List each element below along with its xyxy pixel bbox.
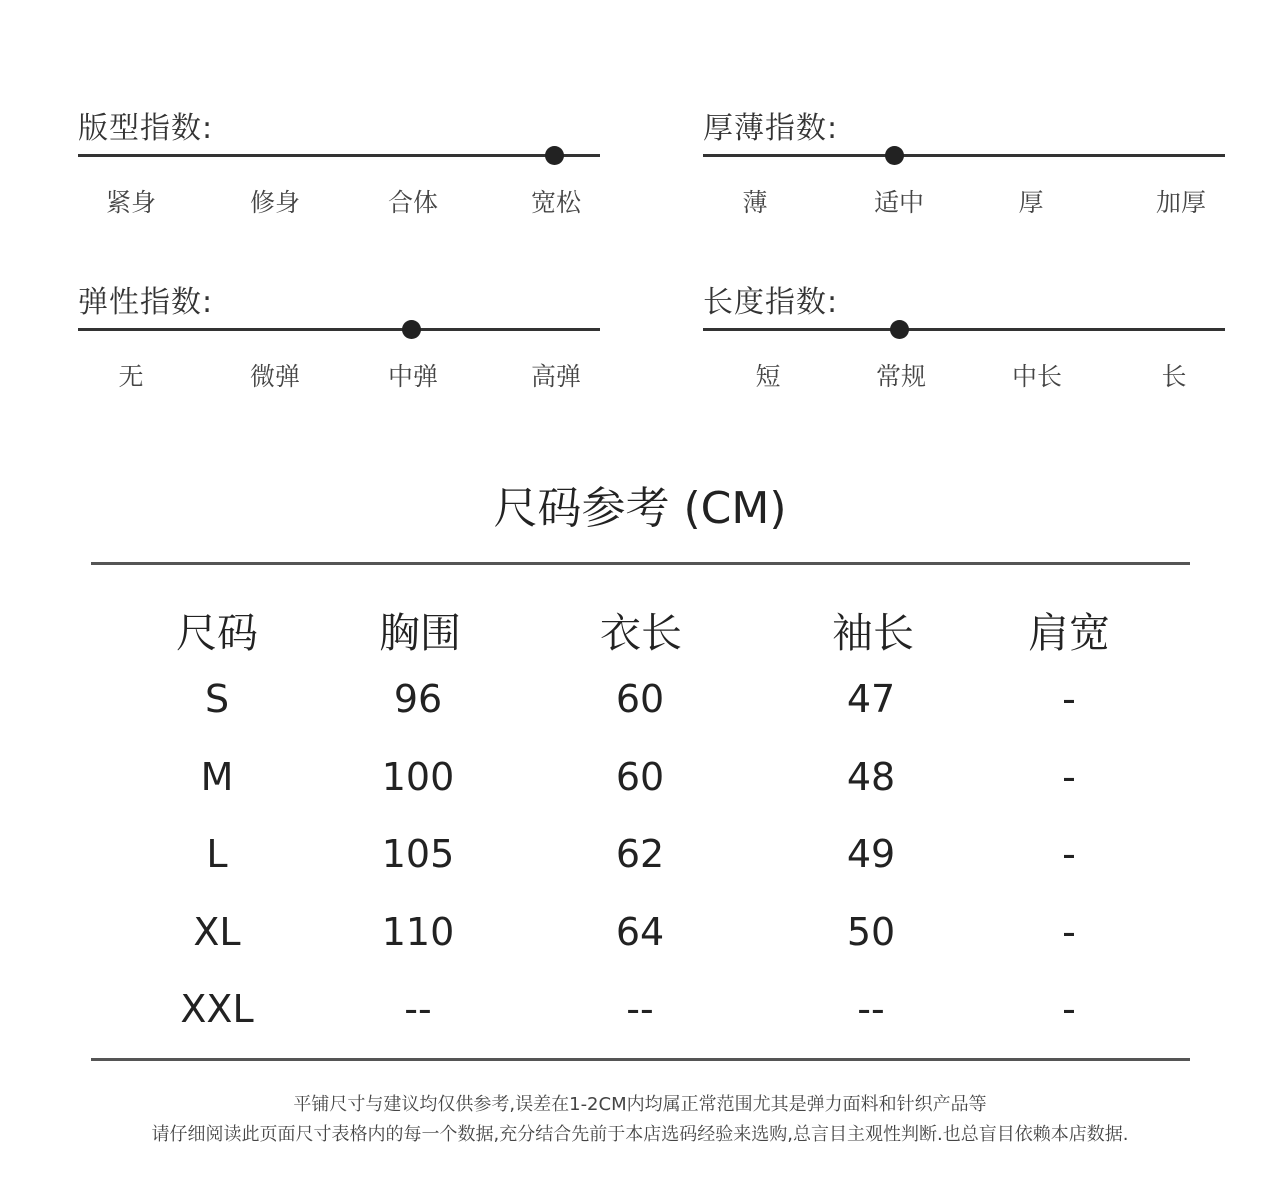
- disclaimer-note: 请仔细阅读此页面尺寸表格内的每一个数据,充分结合先前于本店选码经验来选购,总言目主观性判断.也总盲目依赖本店数据.: [151, 1124, 1129, 1145]
- shoulder-cell: -: [1062, 755, 1076, 799]
- fit-index-label: 合体: [387, 188, 438, 217]
- size-cell: M: [200, 755, 234, 799]
- length-index-track: [703, 328, 1225, 331]
- length-index-label: 中长: [1011, 362, 1062, 391]
- thickness-index-label: 厚: [1018, 188, 1044, 217]
- thickness-index-label: 适中: [873, 188, 924, 217]
- size-cell: S: [204, 677, 230, 721]
- fit-index-track: [78, 154, 600, 157]
- shoulder-cell: -: [1062, 987, 1076, 1031]
- shoulder-cell: -: [1062, 910, 1076, 954]
- length-index-label: 短: [755, 362, 781, 391]
- shoulder-cell: -: [1062, 832, 1076, 876]
- elasticity-index-label: 高弹: [530, 362, 581, 391]
- shoulder-cell: -: [1062, 677, 1076, 721]
- length-index-label: 长: [1161, 362, 1187, 391]
- elasticity-index-label: 无: [118, 362, 144, 391]
- fit-index-label: 紧身: [105, 188, 156, 217]
- size-cell: XL: [193, 910, 241, 954]
- elasticity-index-marker: [402, 320, 421, 339]
- length-cell: 60: [615, 677, 665, 721]
- header-shoulder: 肩宽: [1028, 609, 1110, 657]
- size-table-title: 尺码参考 (CM): [493, 483, 787, 534]
- fit-index-title: 版型指数:: [78, 111, 214, 146]
- elasticity-index-label: 中弹: [387, 362, 438, 391]
- length-cell: --: [626, 987, 654, 1031]
- elasticity-index-title: 弹性指数:: [78, 285, 214, 320]
- sleeve-cell: 47: [846, 677, 896, 721]
- elasticity-index-label: 微弹: [249, 362, 300, 391]
- sleeve-cell: --: [857, 987, 885, 1031]
- header-chest: 胸围: [379, 609, 461, 657]
- length-index-label: 常规: [875, 362, 926, 391]
- length-index-title: 长度指数:: [703, 285, 839, 320]
- elasticity-index-track: [78, 328, 600, 331]
- chest-cell: --: [404, 987, 432, 1031]
- fit-index-label: 修身: [249, 188, 300, 217]
- size-cell: XXL: [180, 987, 254, 1031]
- length-cell: 64: [615, 910, 665, 954]
- length-cell: 60: [615, 755, 665, 799]
- chest-cell: 96: [393, 677, 443, 721]
- chest-cell: 110: [381, 910, 455, 954]
- fit-index-marker: [545, 146, 564, 165]
- thickness-index-marker: [885, 146, 904, 165]
- thickness-index-track: [703, 154, 1225, 157]
- fit-index-label: 宽松: [530, 188, 581, 217]
- disclaimer-note: 平铺尺寸与建议均仅供参考,误差在1-2CM内均属正常范围尤其是弹力面料和针织产品等: [293, 1094, 987, 1115]
- header-sleeve: 袖长: [832, 609, 914, 657]
- thickness-index-label: 薄: [742, 188, 768, 217]
- thickness-index-label: 加厚: [1155, 188, 1206, 217]
- table-bottom-rule: [91, 1058, 1190, 1061]
- sleeve-cell: 49: [846, 832, 896, 876]
- length-cell: 62: [615, 832, 665, 876]
- thickness-index-title: 厚薄指数:: [703, 111, 839, 146]
- sleeve-cell: 48: [846, 755, 896, 799]
- header-size: 尺码: [176, 609, 258, 657]
- chest-cell: 100: [381, 755, 455, 799]
- chest-cell: 105: [381, 832, 455, 876]
- size-cell: L: [206, 832, 228, 876]
- sleeve-cell: 50: [846, 910, 896, 954]
- header-length: 衣长: [600, 609, 682, 657]
- table-top-rule: [91, 562, 1190, 565]
- length-index-marker: [890, 320, 909, 339]
